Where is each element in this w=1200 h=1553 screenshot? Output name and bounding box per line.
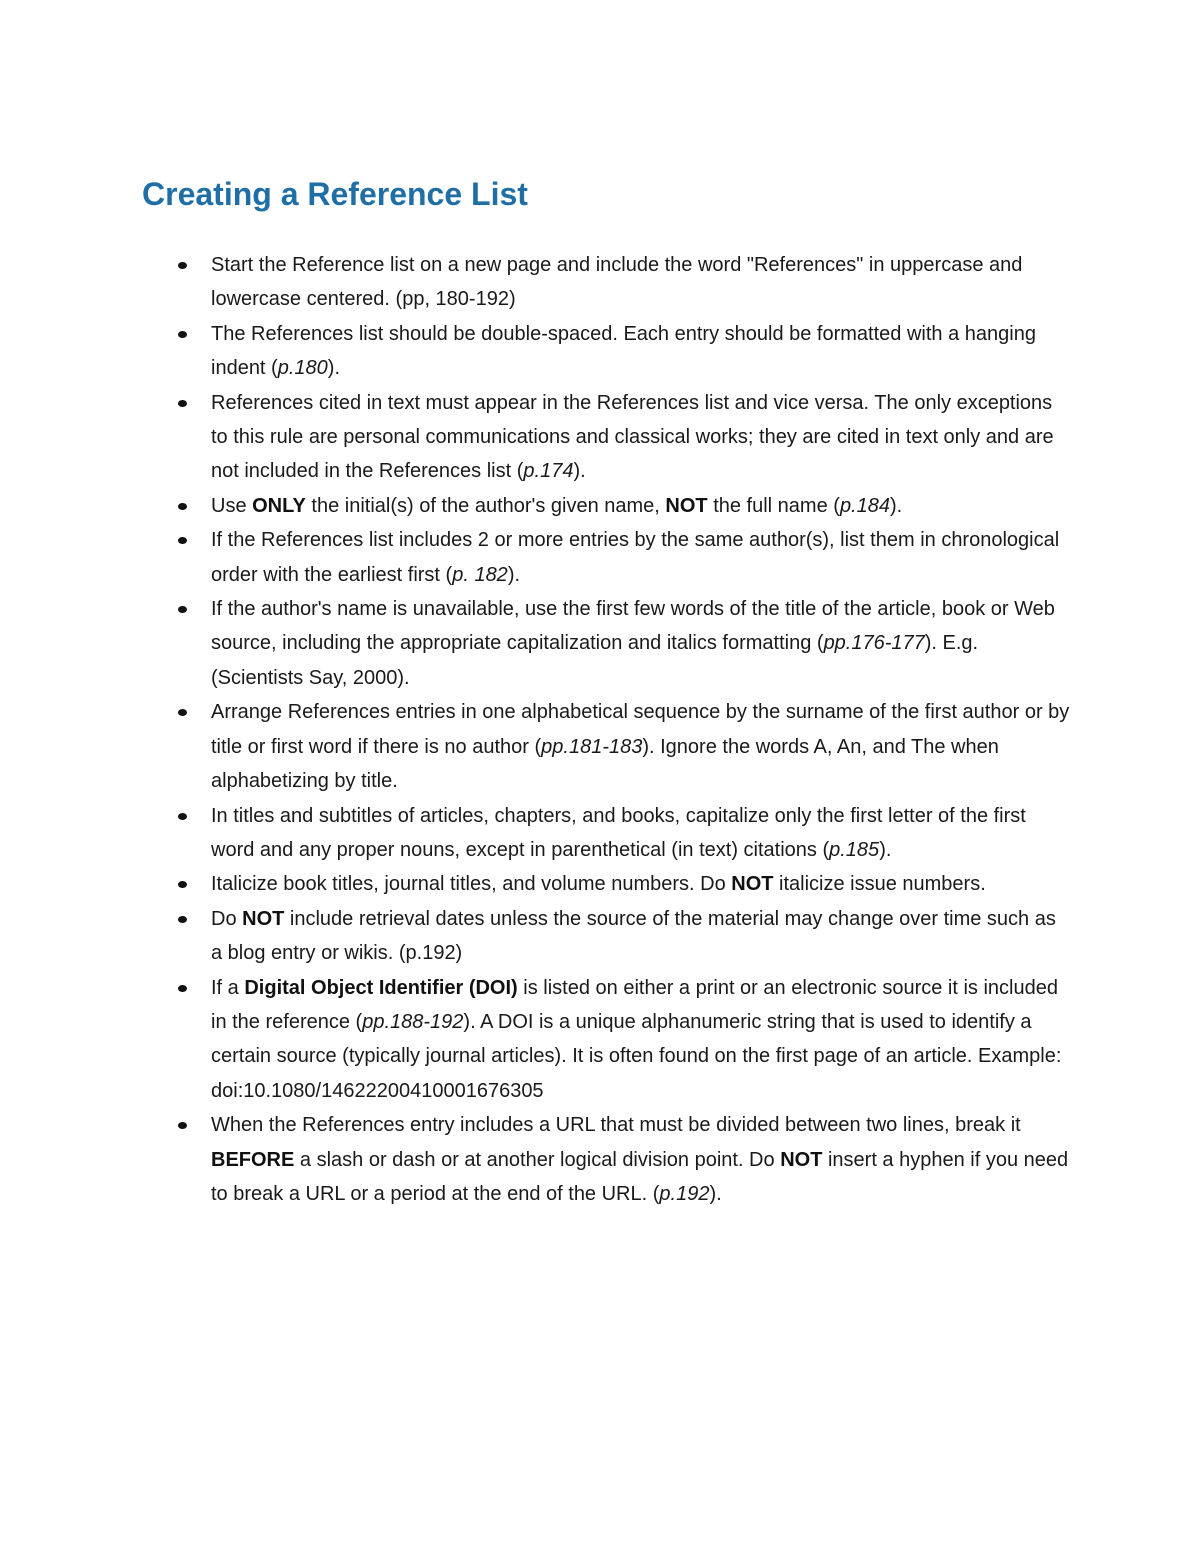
page-citation: p.185 [829,838,880,861]
page-citation: p.184 [839,494,890,517]
page-citation: pp.188-192 [362,1010,464,1033]
item-text: ). E.g. (Scientists Say, 2000). [211,632,979,689]
item-text: Italicize book titles, journal titles, and volume numbers. Do [211,873,732,896]
list-item [211,523,1071,592]
bold-text: Digital Object Identifier (DOI) [244,976,518,999]
bullet-icon [178,709,187,716]
item-text: The References list should be double-spaced. Each entry should be formatted with a hanging indent ( [211,322,1036,380]
list-item [211,592,1071,695]
bullet-icon [178,606,187,613]
list-item [211,902,1071,971]
item-text: insert a hyphen if you need to break a URL or a period at the end of the URL. ( [211,1148,1069,1205]
bold-text: NOT [665,494,708,517]
bold-text: NOT [780,1148,823,1171]
list-item [211,317,1071,386]
bullet-icon [178,813,187,820]
bullet-icon [178,916,187,923]
item-text: Use [211,494,253,517]
page-title: Creating a Reference List [142,176,528,212]
bullet-icon [178,1122,187,1129]
item-text: is listed on either a print or an electronic source it is included in the reference ( [211,976,1058,1033]
list-item [211,1108,1071,1211]
item-text: If the author's name is unavailable, use the first few words of the title of the article, book or Web source, including the appropriate capitalization and italics formatting ( [211,598,1055,655]
item-text: ). Ignore the words A, An, and The when alphabetizing by title. [211,735,999,793]
item-text: a slash or dash or at another logical division point. Do [294,1148,781,1171]
item-text: italicize issue numbers. [773,873,986,896]
item-text: ). [709,1182,722,1205]
item-text: Do [211,907,243,930]
bullet-icon [178,881,187,888]
page-citation: p.192 [659,1182,710,1205]
list-item [211,489,1071,523]
list-item [211,695,1071,798]
item-text: If the References list includes 2 or more entries by the same author(s), list them in chronological order with the earliest first ( [211,529,1060,586]
bullet-icon [178,537,187,544]
list-item [211,799,1071,868]
item-text: When the References entry includes a URL that must be divided between two lines, break it [211,1114,1021,1137]
item-text: ). A DOI is a unique alphanumeric string that is used to identify a certain source (typically journal articles). It is often found on the first page of an article. Example: doi:10.1080/14622200410001676305 [211,1010,1062,1102]
list-item [211,971,1071,1109]
bold-text: NOT [731,873,774,896]
item-text: ). [879,838,892,861]
page-citation: pp.176-177 [823,632,925,655]
bullet-icon [178,503,187,510]
bold-text: ONLY [252,494,306,517]
bold-text: BEFORE [211,1148,295,1171]
item-text: the full name ( [707,494,840,517]
list-item [211,386,1071,489]
page-citation: pp.181-183 [541,735,643,758]
bullet-icon [178,262,187,269]
item-text: ). [573,460,586,483]
bullet-icon [178,985,187,992]
item-text: ). [507,563,521,586]
page-citation: p.180 [277,357,328,380]
list-item [211,248,1071,317]
item-text: In titles and subtitles of articles, chapters, and books, capitalize only the first letter of the first word and any proper nouns, except in parenthetical (in text) citations ( [211,804,1026,861]
bullet-icon [178,331,187,338]
item-text: the initial(s) of the author's given name, [305,494,666,517]
bullet-icon [178,400,187,407]
list-item [211,867,1071,901]
page-citation: p.174 [523,460,574,483]
item-text: References cited in text must appear in the References list and vice versa. The only exceptions to this rule are personal communications and classical works; they are cited in text only and are not included in the References list ( [211,391,1054,483]
bold-text: NOT [242,907,285,930]
item-text: ). [327,357,340,380]
item-text: include retrieval dates unless the source of the material may change over time such as a blog entry or wikis. (p.192) [211,907,1056,965]
page-citation: p. 182 [452,563,508,586]
item-text: Start the Reference list on a new page and include the word "References" in uppercase and lowercase centered. (pp, 180-192) [211,254,1023,311]
item-text: Arrange References entries in one alphabetical sequence by the surname of the first author or by title or first word if there is no author ( [211,701,1070,758]
reference-guidelines-list [211,248,1071,1211]
item-text: If a [211,976,245,999]
item-text: ). [890,494,903,517]
